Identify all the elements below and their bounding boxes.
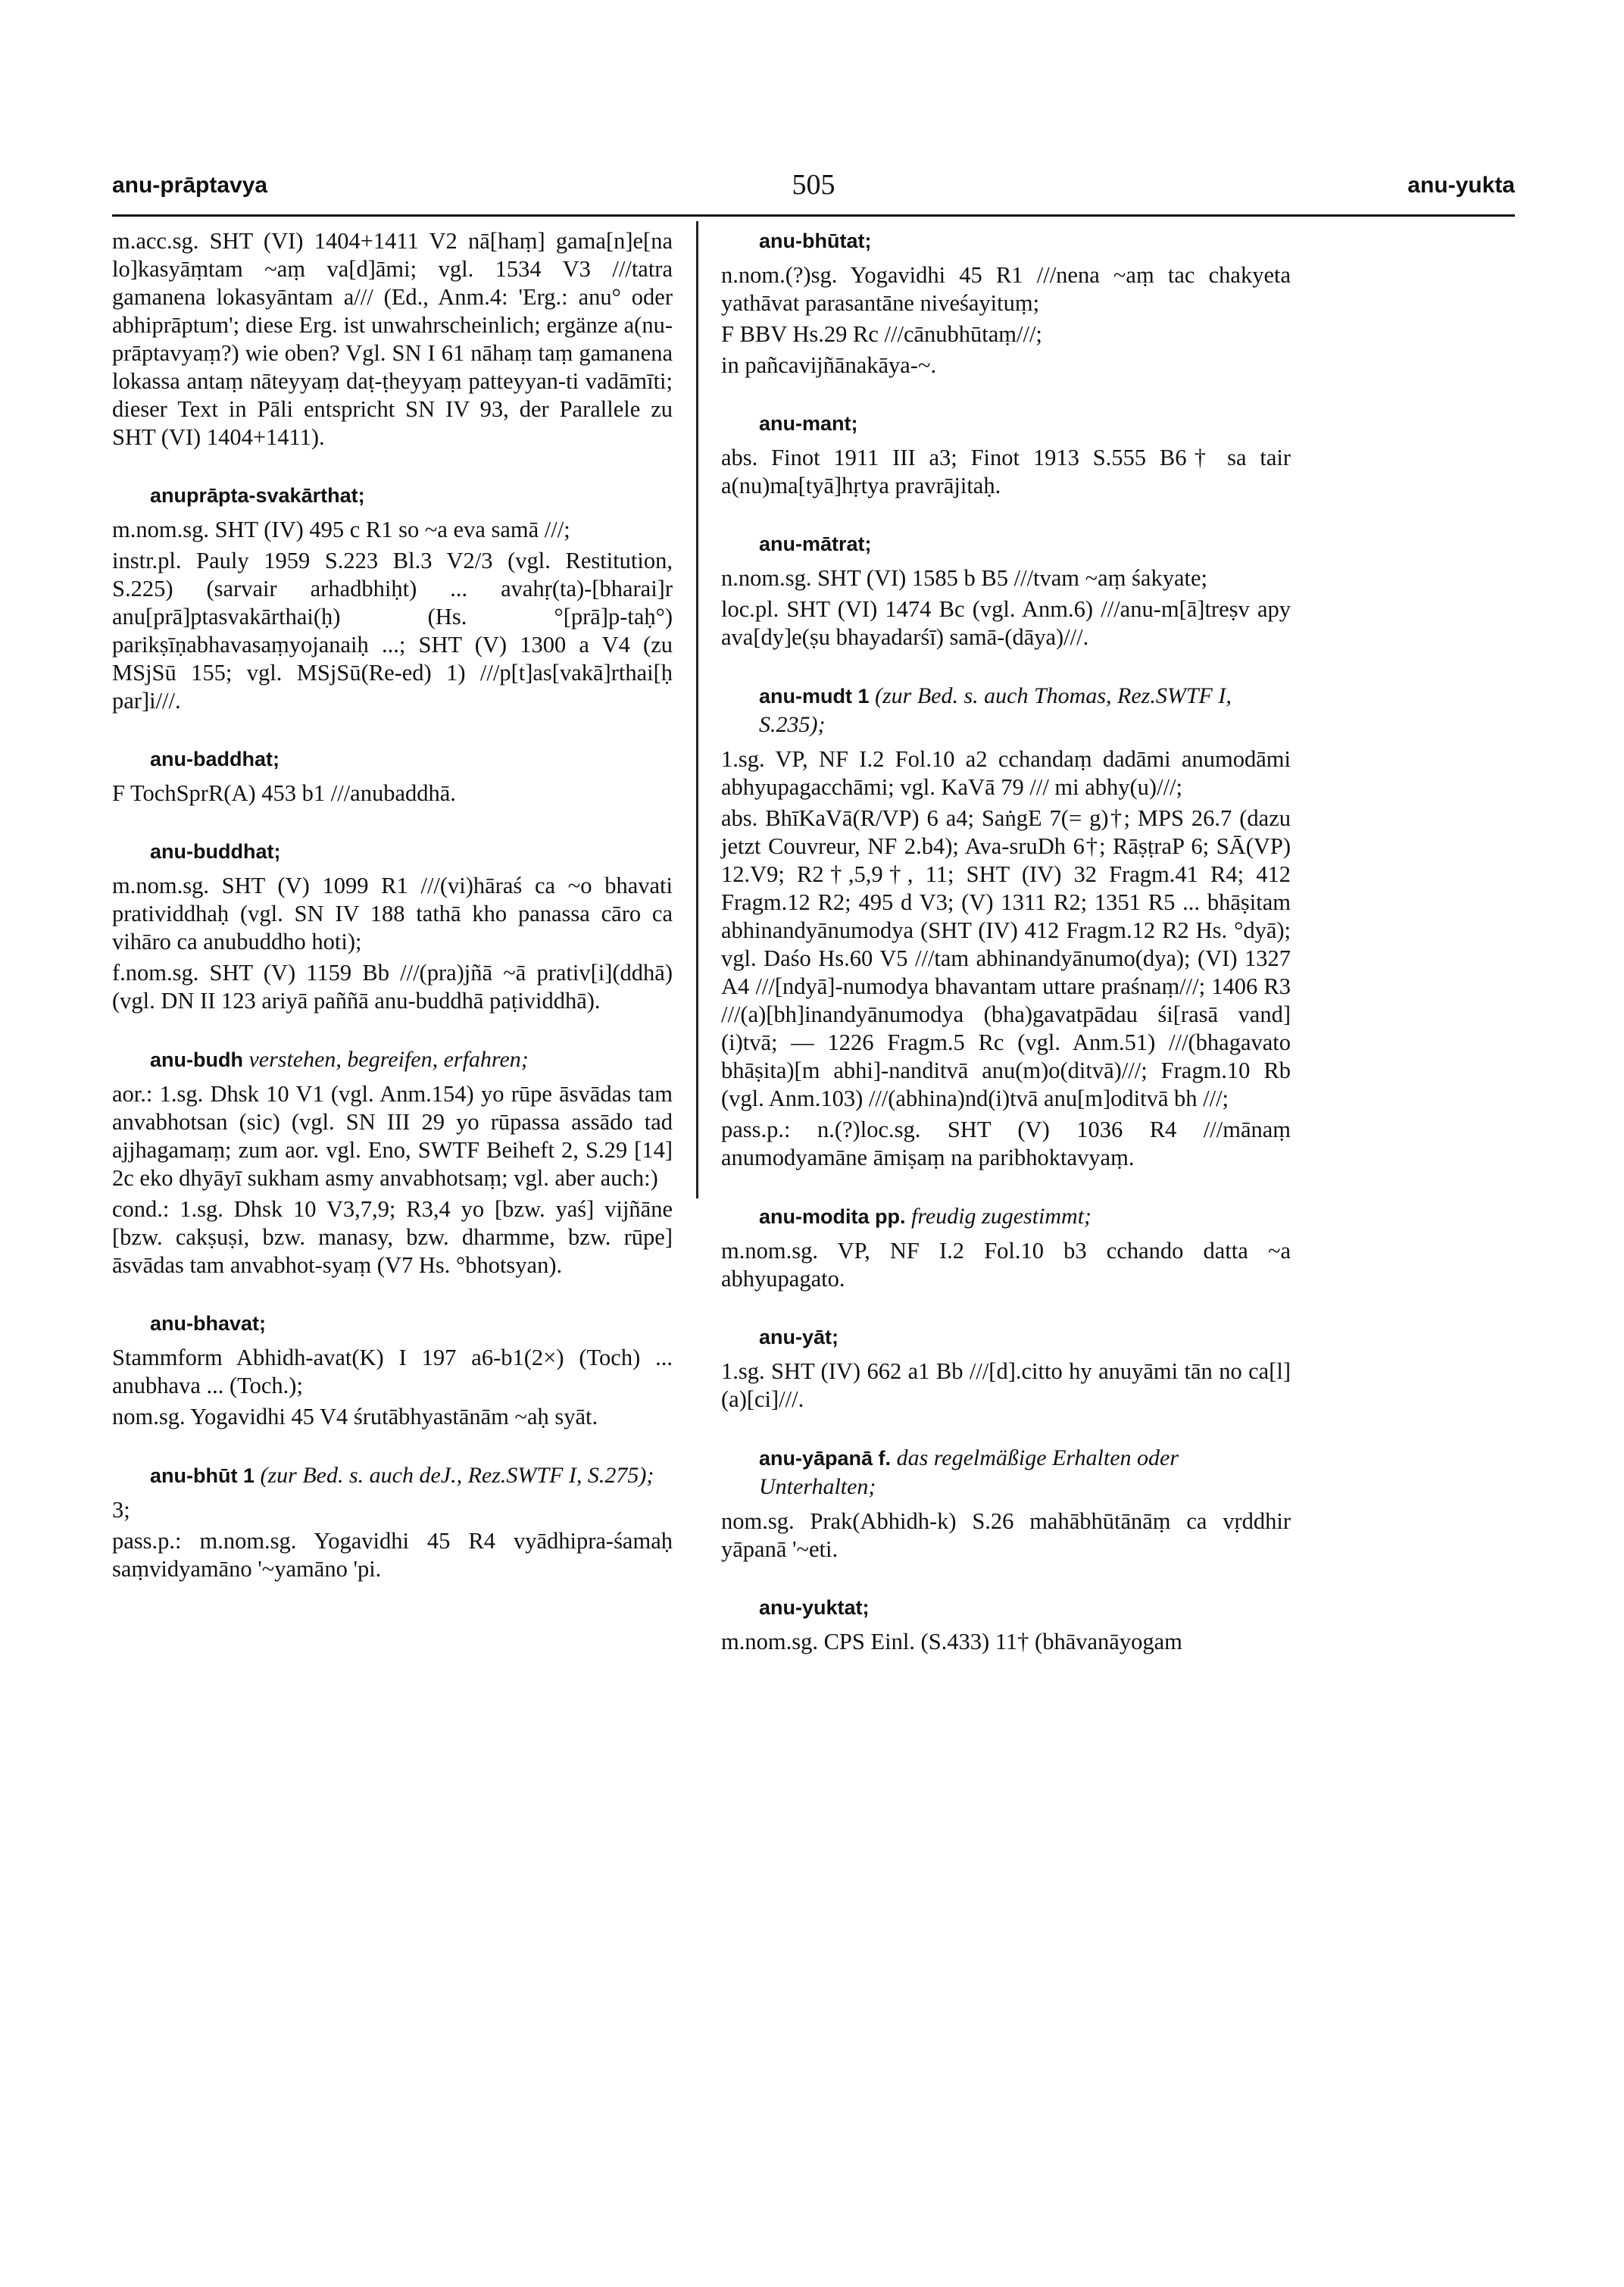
- entry-headword: anu-yāt;: [759, 1326, 839, 1348]
- entry-headword: anu-yāpanā f.: [759, 1447, 892, 1470]
- entry-headword: anu-mant;: [759, 412, 858, 435]
- entry-text: n.nom.(?)sg. Yogavidhi 45 R1 ///nena ~aṃ tac chakyeta yathāvat parasantāne niveśayituṃ;: [721, 262, 1291, 316]
- entry-headword-line: [150, 1045, 673, 1074]
- entry-gloss: freudig zugestimmt;: [911, 1204, 1092, 1229]
- header-left-headword: anu-prāptavya: [112, 173, 268, 198]
- entry-text: m.nom.sg. SHT (V) 1099 R1 ///(vi)hāraś ca ~o bhavati pratividdhaḥ (vgl. SN IV 188 tathā kho panassa cāro ca vihāro ca anubuddho hoti);: [112, 873, 673, 954]
- entry-gloss: verstehen, begreifen, erfahren;: [248, 1047, 529, 1072]
- page-number: 505: [792, 169, 835, 201]
- entry-headword: anu-bhūtat;: [759, 230, 872, 252]
- entry-headword: anu-bhūt 1: [150, 1464, 255, 1487]
- entry-text: abs. Finot 1911 III a3; Finot 1913 S.555 B6† sa tair a(nu)ma[tyā]hṛtya pravrājitaḥ.: [721, 445, 1291, 498]
- entry-headword: anu-mudt 1: [759, 685, 870, 708]
- entry-text: F TochSprR(A) 453 b1 ///anubaddhā.: [112, 780, 456, 806]
- right-column: [721, 227, 1291, 1659]
- column-divider: [696, 221, 698, 1198]
- entry-headword: anu-bhavat;: [150, 1312, 267, 1335]
- entry-text: n.nom.sg. SHT (VI) 1585 b B5 ///tvam ~aṃ śakyate;: [721, 565, 1207, 591]
- entry-text: loc.pl. SHT (VI) 1474 Bc (vgl. Anm.6) ///anu-m[ā]treṣv apy ava[dy]e(ṣu bhayadarśī) samā-(dāya)///.: [721, 596, 1291, 650]
- entry-text: nom.sg. Yogavidhi 45 V4 śrutābhyastānām ~aḥ syāt.: [112, 1404, 598, 1429]
- entry-text: aor.: 1.sg. Dhsk 10 V1 (vgl. Anm.154) yo rūpe āsvādas tam anvabhotsan (sic) (vgl. SN III 29 yo rūpassa assādo tad ajjhagamaṃ; zum aor. vgl. Eno, SWTF Beiheft 2, S.29 [14] 2c eko dhyāyī sukham asmy anvabhotsaṃ; vgl. aber auch:): [112, 1081, 673, 1191]
- header-rule: [112, 214, 1515, 217]
- entry-headword: anu-baddhat;: [150, 748, 280, 770]
- entry-headword: anu-buddhat;: [150, 840, 281, 863]
- entry-gloss: (zur Bed. s. auch Thomas, Rez.SWTF I, S.235);: [759, 683, 1232, 737]
- entry-text: in pañcavijñānakāya-~.: [721, 352, 937, 378]
- entry-headword: anu-modita pp.: [759, 1205, 906, 1228]
- entry-text: m.nom.sg. VP, NF I.2 Fol.10 b3 cchando datta ~a abhyupagato.: [721, 1238, 1291, 1292]
- entry-text: cond.: 1.sg. Dhsk 10 V3,7,9; R3,4 yo [bzw. yaś] vijñāne [bzw. cakṣuṣi, bzw. manasy, bzw. dharmme, bzw. rūpe] āsvādas tam anvabhot-syaṃ (V7 Hs. °bhotsyan).: [112, 1196, 673, 1278]
- left-column: [112, 227, 673, 1586]
- entry-headword: anuprāpta-svakārthat;: [150, 484, 365, 507]
- entry-text: 1.sg. VP, NF I.2 Fol.10 a2 cchandaṃ dadāmi anumodāmi abhyupagacchāmi; vgl. KaVā 79 /// mi abhy(u)///;: [721, 746, 1291, 800]
- entry-headword-line: [759, 1444, 1291, 1501]
- entry-text: F BBV Hs.29 Rc ///cānubhūtaṃ///;: [721, 321, 1042, 347]
- entry-text: 3;: [112, 1497, 130, 1523]
- entry-text: Stammform Abhidh-avat(K) I 197 a6-b1(2×) (Toch) ... anubhava ... (Toch.);: [112, 1345, 673, 1398]
- entry-headword-line: [759, 682, 1291, 739]
- entry-headword: anu-mātrat;: [759, 533, 872, 555]
- header-right-headword: anu-yukta: [1407, 173, 1515, 198]
- entry-gloss: das regelmäßige Erhalten oder Unterhalten;: [759, 1445, 1179, 1499]
- running-header: [112, 169, 1515, 203]
- entry-text: m.nom.sg. SHT (IV) 495 c R1 so ~a eva samā ///;: [112, 517, 570, 542]
- entry-headword-line: [759, 1202, 1291, 1231]
- entry-text: abs. BhīKaVā(R/VP) 6 a4; SaṅgE 7(= g)†; MPS 26.7 (dazu jetzt Couvreur, NF 2.b4); Ava-sruDh 6†; RāṣṭraP 6; SĀ(VP) 12.V9; R2†,5,9†, 11; SHT (IV) 32 Fragm.41 R4; 412 Fragm.12 R2; 495 d V3; (V) 1311 R2; 1351 R5 ... bhāṣitam abhinandyānumodya (SHT (IV) 412 Fragm.12 R2 Hs. °dyā); vgl. Daśo Hs.60 V5 ///tam abhinandyānumo(dya); (VI) 1327 A4 ///[ndyā]-numodya bhavantam uttare praśnaṃ///; 1406 R3 ///(a)[bh]inandyānumodya (bha)gavatpādau śi[rasā vand](i)tvā; — 1226 Fragm.5 Rc (vgl. Anm.51) ///(bhagavato bhāṣita)[m abhi]-nanditvā anu(m)o(ditvā)///; Fragm.10 Rb (vgl. Anm.103) ///(abhina)nd(i)tvā anu[m]oditvā bh ///;: [721, 805, 1291, 1111]
- entry-text: m.nom.sg. CPS Einl. (S.433) 11† (bhāvanāyogam: [721, 1629, 1182, 1654]
- entry-text: pass.p.: n.(?)loc.sg. SHT (V) 1036 R4 ///mānaṃ anumodyamāne āmiṣaṃ na paribhoktavyaṃ.: [721, 1117, 1291, 1170]
- entry-headword-line: [150, 1461, 673, 1490]
- entry-text: pass.p.: m.nom.sg. Yogavidhi 45 R4 vyādhipra-śamaḥ saṃvidyamāno '~yamāno 'pi.: [112, 1528, 673, 1582]
- entry-text: f.nom.sg. SHT (V) 1159 Bb ///(pra)jñā ~ā prativ[i](ddhā) (vgl. DN II 123 ariyā paññā anu-buddhā paṭividdhā).: [112, 960, 673, 1014]
- entry-text: instr.pl. Pauly 1959 S.223 Bl.3 V2/3 (vgl. Restitution, S.225) (sarvair arhadbhiḥt) ... avahṛ(ta)-[bharai]r anu[prā]ptasvakārthai(ḥ) (Hs. °[prā]p-taḥ°) parikṣīṇabhavasaṃyojanaiḥ ...; SHT (V) 1300 a V4 (zu MSjSū 155; vgl. MSjSū(Re-ed) 1) ///p[t]as[vakā]rthai[ḥ par]i///.: [112, 548, 673, 714]
- entry-gloss: (zur Bed. s. auch deJ., Rez.SWTF I, S.275);: [260, 1463, 654, 1488]
- entry-text: 1.sg. SHT (IV) 662 a1 Bb ///[d].citto hy anuyāmi tān no ca[l](a)[ci]///.: [721, 1358, 1291, 1412]
- entry-text: m.acc.sg. SHT (VI) 1404+1411 V2 nā[haṃ] gama[n]e[na lo]kasyāṃtam ~aṃ va[d]āmi; vgl. 1534 V3 ///tatra gamanena lokasyāntam a/// (Ed., Anm.4: 'Erg.: anu° oder abhiprāptum'; diese Erg. ist unwahrscheinlich; ergänze a(nu-prāptavyaṃ?) wie oben? Vgl. SN I 61 nāhaṃ taṃ gamanena lokassa antaṃ nāteyyaṃ daṭ-ṭheyyaṃ patteyyan-ti vadāmīti; dieser Text in Pāli entspricht SN IV 93, der Parallele zu SHT (VI) 1404+1411).: [112, 228, 673, 450]
- entry-headword: anu-budh: [150, 1048, 243, 1071]
- entry-text: nom.sg. Prak(Abhidh-k) S.26 mahābhūtānāṃ ca vṛddhir yāpanā '~eti.: [721, 1508, 1291, 1562]
- entry-headword: anu-yuktat;: [759, 1596, 870, 1619]
